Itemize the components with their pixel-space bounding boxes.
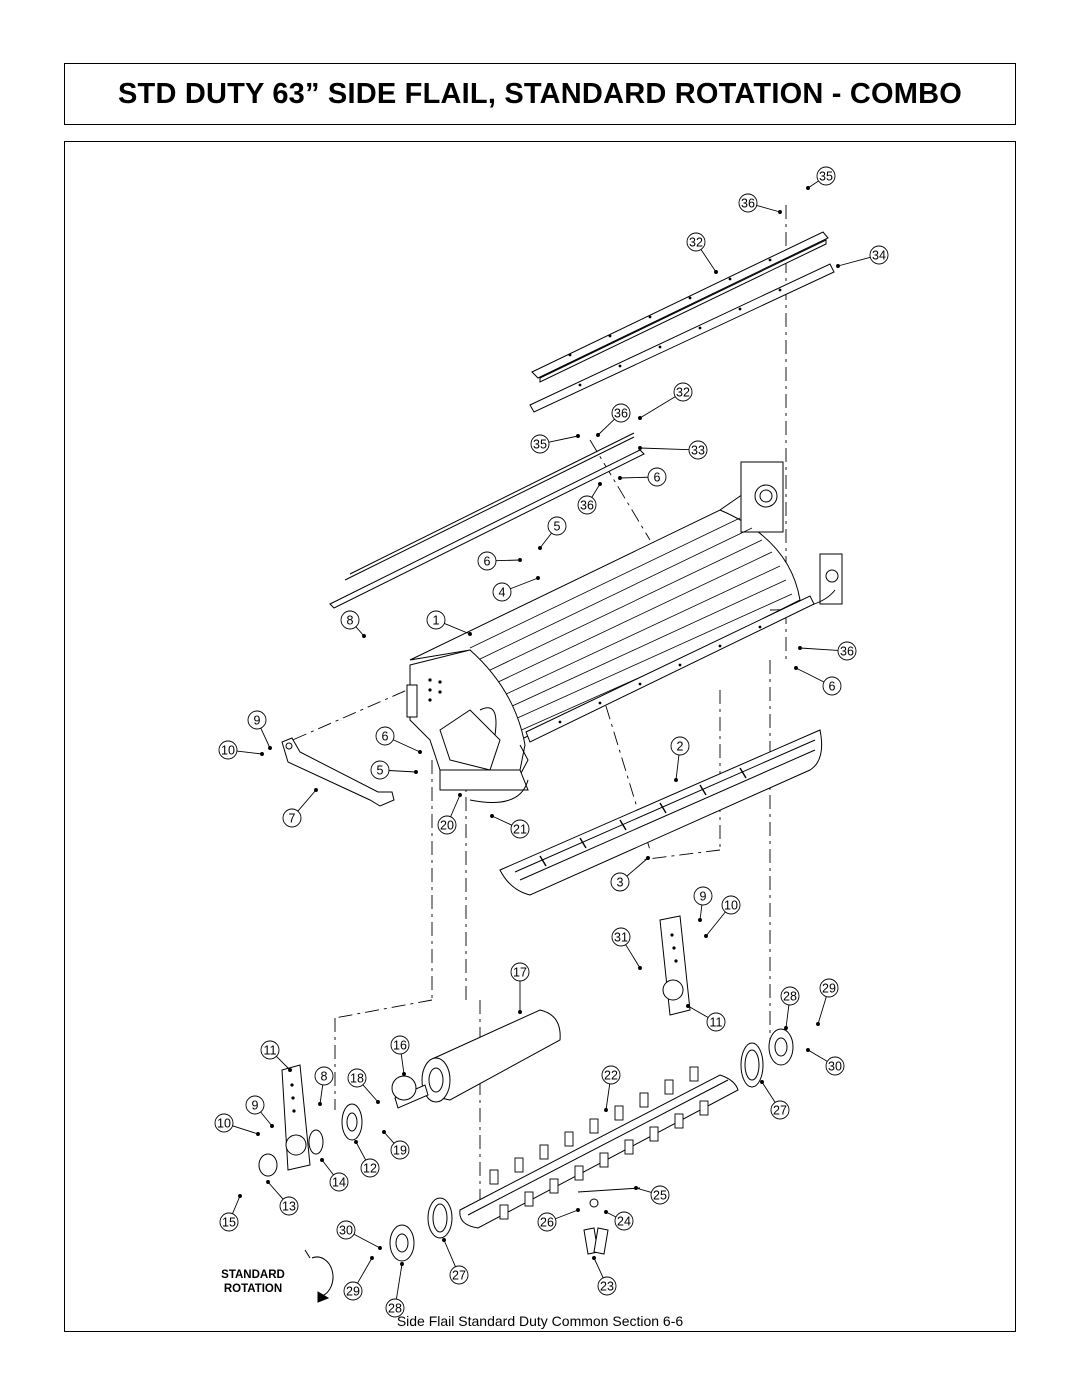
leader-line — [492, 816, 512, 825]
callout-number: 29 — [822, 981, 836, 996]
callout-29 — [344, 1282, 362, 1300]
leader-line — [688, 1006, 708, 1018]
leader-arrowhead — [675, 779, 678, 782]
callout-number: 18 — [350, 1071, 364, 1086]
leader-arrowhead — [443, 1239, 446, 1242]
callout-31 — [612, 928, 630, 946]
leader-arrowhead — [269, 747, 272, 750]
bearing-plate-left — [282, 1065, 310, 1170]
callout-35 — [531, 435, 549, 453]
leader-arrowhead — [539, 547, 542, 550]
callout-10 — [722, 896, 740, 914]
callout-36 — [838, 642, 856, 660]
callout-9 — [694, 887, 712, 905]
callout-number: 11 — [709, 1015, 723, 1030]
shield-trough — [500, 730, 822, 895]
callout-33 — [689, 441, 707, 459]
leader-arrowhead — [261, 753, 264, 756]
callout-number: 36 — [741, 196, 755, 211]
leader-line — [233, 1196, 240, 1214]
rotation-label-line2: ROTATION — [223, 1283, 283, 1295]
leader-arrowhead — [519, 559, 522, 562]
leader-line — [354, 1234, 380, 1248]
leader-arrowhead — [459, 794, 462, 797]
page-caption: Side Flail Standard Duty Common Section 6-6 — [396, 1313, 684, 1329]
leader-arrowhead — [271, 1125, 274, 1128]
callout-6 — [823, 677, 841, 695]
callout-14 — [330, 1173, 348, 1191]
callout-number: 7 — [288, 811, 296, 826]
callout-1 — [427, 611, 445, 629]
leader-arrowhead — [469, 633, 472, 636]
leader-arrowhead — [419, 751, 422, 754]
callout-18 — [348, 1069, 366, 1087]
leader-line — [396, 1264, 402, 1299]
rotor-housing — [407, 462, 842, 775]
leader-line — [540, 533, 551, 548]
callout-number: 27 — [452, 1268, 466, 1283]
leader-arrowhead — [377, 1101, 380, 1104]
callout-6 — [478, 552, 496, 570]
leader-arrowhead — [403, 1073, 406, 1076]
callout-number: 34 — [872, 248, 886, 263]
callout-9 — [248, 711, 266, 729]
leader-line — [320, 1085, 323, 1104]
leader-line — [555, 1210, 578, 1219]
callout-13 — [280, 1197, 298, 1215]
leader-line — [322, 1160, 333, 1175]
callout-12 — [361, 1159, 379, 1177]
leader-arrowhead — [597, 434, 600, 437]
leader-arrowhead — [807, 1049, 810, 1052]
leader-line — [510, 578, 538, 589]
callout-number: 2 — [676, 739, 684, 754]
leader-line — [233, 1126, 258, 1134]
leader-line — [357, 1258, 372, 1283]
leader-line — [606, 1084, 610, 1110]
callout-30 — [826, 1057, 844, 1075]
leader-line — [627, 858, 648, 876]
leader-line — [786, 1005, 789, 1028]
leader-lines — [233, 181, 871, 1299]
callout-number: 36 — [840, 644, 854, 659]
leader-line — [626, 945, 640, 968]
callout-17 — [511, 963, 529, 981]
callout-30 — [337, 1221, 355, 1239]
callout-number: 15 — [222, 1215, 236, 1230]
callout-number: 8 — [346, 613, 354, 628]
callout-number: 23 — [600, 1279, 614, 1294]
leader-arrowhead — [537, 577, 540, 580]
callout-5 — [548, 517, 566, 535]
callout-number: 6 — [483, 554, 491, 569]
leader-line — [451, 795, 460, 817]
leader-line — [808, 1050, 827, 1061]
leader-arrowhead — [605, 1211, 608, 1214]
callout-10 — [219, 741, 237, 759]
leader-arrowhead — [837, 265, 840, 268]
leader-line — [620, 477, 648, 478]
callout-number: 5 — [376, 763, 384, 778]
leader-line — [700, 905, 702, 920]
callout-29 — [820, 979, 838, 997]
roller — [392, 1010, 560, 1108]
callout-number: 9 — [253, 713, 261, 728]
callout-36 — [612, 404, 630, 422]
callout-6 — [376, 727, 394, 745]
callout-27 — [450, 1266, 468, 1284]
callout-35 — [817, 167, 835, 185]
callout-21 — [511, 820, 529, 838]
leader-line — [757, 205, 780, 212]
leader-line — [356, 1142, 366, 1160]
leader-arrowhead — [355, 1141, 358, 1144]
leader-line — [594, 1258, 603, 1278]
callout-number: 6 — [653, 470, 661, 485]
leader-arrowhead — [799, 647, 802, 650]
callout-number: 6 — [381, 729, 389, 744]
callout-number: 27 — [773, 1103, 787, 1118]
callout-27 — [771, 1101, 789, 1119]
callout-34 — [870, 246, 888, 264]
callout-36 — [578, 496, 596, 514]
callout-32 — [687, 233, 705, 251]
callout-number: 32 — [676, 385, 690, 400]
leader-line — [549, 436, 578, 442]
leader-line — [298, 790, 316, 811]
callout-2 — [671, 737, 689, 755]
leader-arrowhead — [593, 1257, 596, 1260]
callout-number: 25 — [653, 1188, 667, 1203]
callout-5 — [371, 761, 389, 779]
callout-number: 26 — [540, 1215, 554, 1230]
rotation-label-line1: STANDARD — [221, 1269, 285, 1281]
leader-arrowhead — [635, 1187, 638, 1190]
callout-number: 16 — [393, 1038, 407, 1053]
leader-arrowhead — [785, 1027, 788, 1030]
callout-7 — [283, 809, 301, 827]
leader-line — [592, 484, 600, 497]
callout-9 — [246, 1096, 264, 1114]
callout-number: 9 — [251, 1098, 259, 1113]
callout-number: 5 — [553, 519, 561, 534]
leader-arrowhead — [321, 1159, 324, 1162]
leader-arrowhead — [817, 1023, 820, 1026]
rotation-label — [206, 1268, 300, 1296]
leader-arrowhead — [371, 1257, 374, 1260]
leader-line — [268, 1182, 283, 1199]
leader-line — [237, 751, 262, 754]
leader-line — [401, 1054, 404, 1074]
callout-32 — [674, 383, 692, 401]
flail-shaft — [460, 1067, 738, 1228]
callout-15 — [220, 1213, 238, 1231]
leader-arrowhead — [705, 935, 708, 938]
leader-line — [261, 728, 270, 748]
leader-line — [701, 249, 716, 272]
callout-6 — [648, 468, 666, 486]
leader-arrowhead — [267, 1181, 270, 1184]
leader-arrowhead — [415, 771, 418, 774]
callout-number: 28 — [783, 989, 797, 1004]
callout-10 — [215, 1114, 233, 1132]
callout-number: 21 — [513, 822, 527, 837]
leader-line — [636, 1188, 651, 1192]
callout-11 — [707, 1013, 725, 1031]
page-title: STD DUTY 63” SIDE FLAIL, STANDARD ROTATION - COMBO — [117, 77, 963, 110]
callout-20 — [438, 816, 456, 834]
callout-number: 31 — [614, 930, 628, 945]
leader-arrowhead — [363, 635, 366, 638]
leader-arrowhead — [319, 1103, 322, 1106]
leader-line — [363, 1085, 378, 1102]
leader-arrowhead — [577, 435, 580, 438]
callout-number: 10 — [217, 1116, 231, 1131]
callout-number: 8 — [320, 1069, 328, 1084]
callout-number: 10 — [221, 743, 235, 758]
leader-arrowhead — [289, 1069, 292, 1072]
leader-line — [762, 1082, 775, 1102]
leader-arrowhead — [699, 919, 702, 922]
callout-25 — [651, 1186, 669, 1204]
callout-number: 11 — [263, 1043, 277, 1058]
callout-8 — [341, 611, 359, 629]
leader-arrowhead — [383, 1131, 386, 1134]
leader-line — [276, 1056, 290, 1070]
callout-number: 22 — [604, 1068, 618, 1083]
leader-line — [640, 397, 675, 418]
leader-line — [444, 1240, 455, 1267]
callout-number: 14 — [332, 1175, 346, 1190]
leader-arrowhead — [379, 1247, 382, 1250]
callout-number: 17 — [513, 965, 527, 980]
callout-number: 12 — [363, 1161, 377, 1176]
leader-arrowhead — [639, 447, 642, 450]
callout-number: 13 — [282, 1199, 296, 1214]
leader-arrowhead — [715, 271, 718, 274]
callout-number: 35 — [533, 437, 547, 452]
callout-number: 30 — [339, 1223, 353, 1238]
callout-number: 1 — [432, 613, 440, 628]
leader-arrowhead — [401, 1263, 404, 1266]
callout-number: 35 — [819, 169, 833, 184]
callout-number: 36 — [580, 498, 594, 513]
leader-line — [496, 560, 520, 561]
leader-line — [796, 668, 824, 682]
leader-arrowhead — [491, 815, 494, 818]
leader-line — [393, 740, 420, 752]
callout-22 — [602, 1066, 620, 1084]
leader-arrowhead — [315, 789, 318, 792]
callout-number: 32 — [689, 235, 703, 250]
callout-number: 3 — [616, 875, 624, 890]
callout-number: 6 — [828, 679, 836, 694]
callout-number: 33 — [691, 443, 705, 458]
callout-11 — [261, 1041, 279, 1059]
leader-arrowhead — [257, 1133, 260, 1136]
callout-16 — [391, 1036, 409, 1054]
callout-number: 30 — [828, 1059, 842, 1074]
callout-19 — [391, 1141, 409, 1159]
callout-number: 4 — [498, 585, 506, 600]
leader-line — [384, 1132, 394, 1143]
callout-number: 19 — [393, 1143, 407, 1158]
callout-8 — [315, 1067, 333, 1085]
callout-23 — [598, 1277, 616, 1295]
callout-4 — [493, 583, 511, 601]
leader-arrowhead — [639, 417, 642, 420]
leader-arrowhead — [577, 1209, 580, 1212]
leader-arrowhead — [761, 1081, 764, 1084]
callout-3 — [611, 873, 629, 891]
leader-arrowhead — [807, 187, 810, 190]
rotation-symbol — [305, 1250, 333, 1302]
callout-28 — [781, 987, 799, 1005]
leader-line — [261, 1112, 272, 1126]
leader-line — [444, 623, 470, 634]
callout-number: 10 — [724, 898, 738, 913]
skid-plate — [440, 770, 528, 803]
callout-24 — [615, 1212, 633, 1230]
leader-line — [598, 419, 614, 435]
callout-number: 36 — [614, 406, 628, 421]
leader-line — [800, 648, 838, 650]
bearing-plate-right — [660, 916, 690, 1015]
callout-36 — [739, 194, 757, 212]
callout-number: 29 — [346, 1284, 360, 1299]
callout-26 — [538, 1213, 556, 1231]
leader-line — [706, 912, 725, 936]
callout-number: 20 — [440, 818, 454, 833]
leader-arrowhead — [605, 1109, 608, 1112]
leader-arrowhead — [687, 1005, 690, 1008]
leader-arrowhead — [647, 857, 650, 860]
leader-arrowhead — [779, 211, 782, 214]
leader-arrowhead — [795, 667, 798, 670]
callout-number: 28 — [388, 1301, 402, 1316]
leader-line — [676, 755, 679, 780]
leader-arrowhead — [599, 483, 602, 486]
leader-line — [838, 257, 870, 266]
leader-line — [640, 448, 689, 450]
callout-number: 9 — [699, 889, 707, 904]
callout-number: 24 — [617, 1214, 631, 1229]
leader-line — [389, 770, 416, 772]
leader-arrowhead — [639, 967, 642, 970]
leader-line — [818, 997, 826, 1024]
leader-arrowhead — [619, 477, 622, 480]
leader-arrowhead — [239, 1195, 242, 1198]
leader-arrowhead — [519, 1011, 522, 1014]
